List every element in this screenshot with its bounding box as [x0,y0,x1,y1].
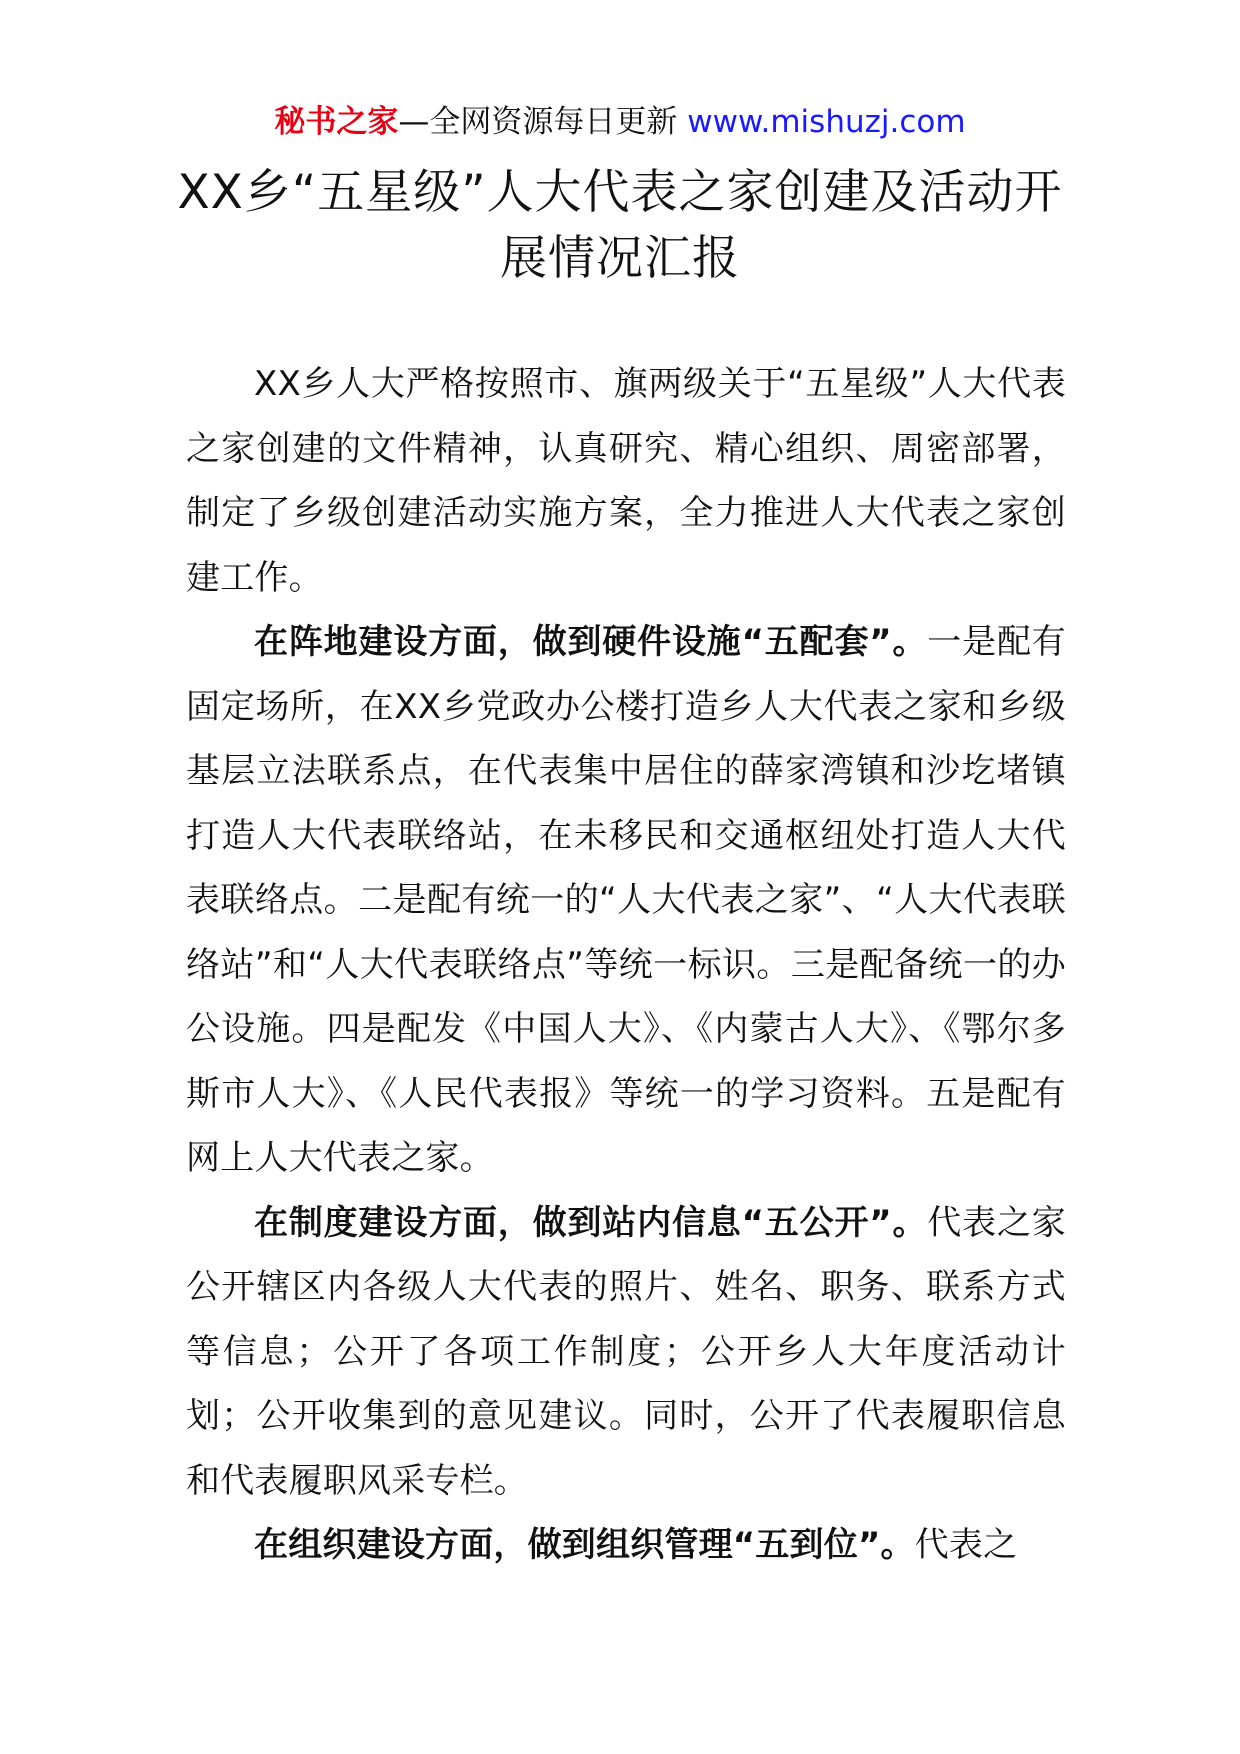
intro-paragraph: XX乡人大严格按照市、旗两级关于“五星级”人大代表之家创建的文件精神，认真研究、精心组织、周密部署，制定了乡级创建活动实施方案，全力推进人大代表之家创建工作。 [186,364,1066,598]
section-paragraph-system [186,1191,1066,1514]
section-heading: 在组织建设方面，做到组织管理“五到位”。 [254,1525,915,1565]
document-body [186,352,1066,1578]
brand-name: 秘书之家 [274,104,399,140]
header-slogan: —全网资源每日更新 [398,104,678,140]
site-url-link[interactable]: www.mishuzj.com [687,104,966,140]
site-header [0,100,1240,144]
section-paragraph-organization [186,1513,1066,1578]
section-text: 代表之家公开辖区内各级人大代表的照片、姓名、职务、联系方式等信息；公开了各项工作制度；公开乡人大年度活动计划；公开收集到的意见建议。同时，公开了代表履职信息和代表履职风采专栏。 [186,1202,1066,1501]
section-heading: 在制度建设方面，做到站内信息“五公开”。 [254,1202,928,1243]
section-heading: 在阵地建设方面，做到硬件设施“五配套”。 [254,622,928,662]
document-title: XX乡“五星级”人大代表之家创建及活动开展情况汇报 [177,165,1063,286]
section-text: 代表之 [914,1525,1018,1565]
section-paragraph-infrastructure [186,610,1066,1191]
section-text: 一是配有固定场所，在XX乡党政办公楼打造乡人大代表之家和乡级基层立法联系点，在代表集中居住的薛家湾镇和沙圪堵镇打造人大代表联络站，在未移民和交通枢纽处打造人大代表联络点。二是配有统一的“人大代表之家”、“人大代表联络站”和“人大代表联络点”等统一标识。三是配备统一的办公设施。四是配发《中国人大》、《内蒙古人大》、《鄂尔多斯市人大》、《人民代表报》等统一的学习资料。五是配有网上人大代表之家。 [186,622,1066,1178]
